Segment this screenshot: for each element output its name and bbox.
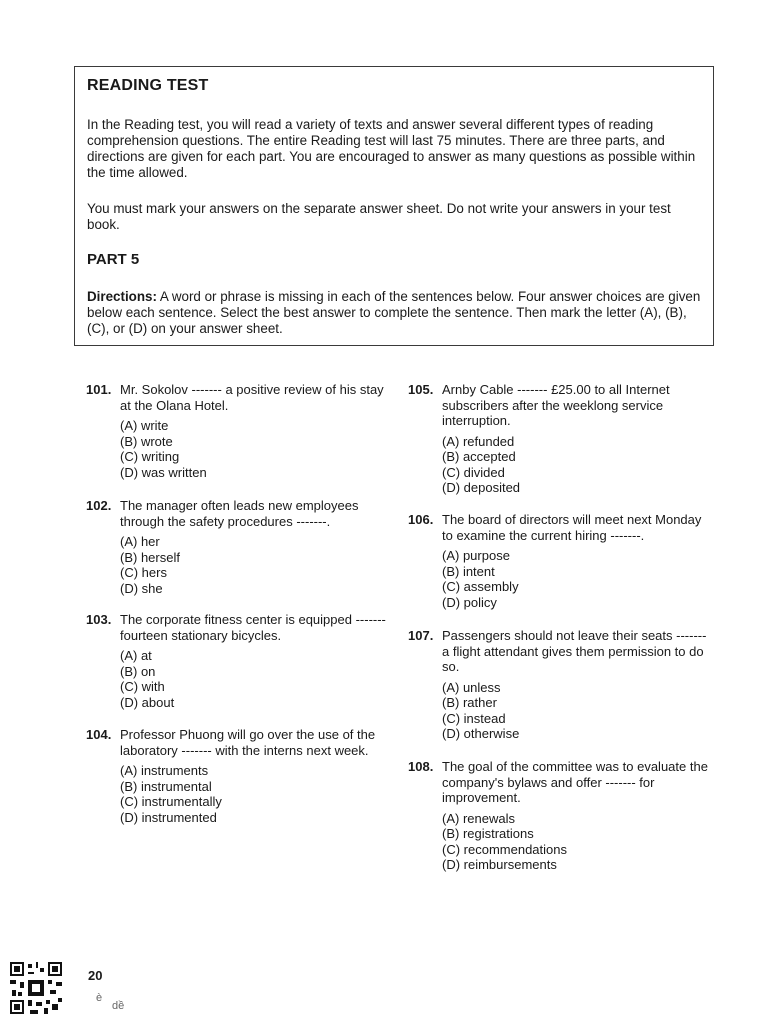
option-d[interactable]: (D) otherwise [442,726,520,741]
option-d[interactable]: (D) deposited [442,480,521,495]
option-c[interactable]: (C) with [120,679,165,694]
answer-options [120,418,386,480]
question-stem: The manager often leads new employees through the safety procedures -------. [120,498,359,529]
option-c[interactable]: (C) divided [442,464,505,480]
option-c[interactable]: (C) recommendations [442,841,567,857]
question-104 [86,727,386,825]
question-stem: Mr. Sokolov ------- a positive review of his stay at the Olana Hotel. [120,382,384,413]
stray-mark: è [96,992,103,1004]
question-105 [408,382,708,496]
option-b[interactable]: (B) rather [442,695,497,710]
directions [87,289,705,337]
question-stem: The corporate fitness center is equipped ------- fourteen stationary bicycles. [120,612,386,643]
answer-options [442,548,708,610]
instructions-box [74,66,714,346]
answer-options [120,763,386,825]
directions-text: A word or phrase is missing in each of the sentences below. Four answer choices are given below each sentence. Select the best answer to complete the sentence. Then mark the letter (A), (B), (C), or (D) on your answer sheet. [87,289,701,336]
stray-mark: dề [112,1000,125,1012]
option-b[interactable]: (B) registrations [442,826,534,841]
question-stem: Arnby Cable ------- £25.00 to all Internet subscribers after the weeklong service interruption. [442,382,670,428]
qr-code-icon [8,960,64,1016]
question-106 [408,512,708,610]
question-101 [86,382,386,480]
option-a[interactable]: (A) refunded [442,433,515,449]
question-number: 102. [86,498,112,513]
answer-options [120,534,386,596]
question-stem: The goal of the committee was to evaluate the company's bylaws and offer ------- for improvement. [442,759,708,805]
question-number: 101. [86,382,112,397]
question-number: 107. [408,628,434,643]
option-a[interactable]: (A) her [120,534,160,549]
answer-sheet-note: You must mark your answers on the separate answer sheet. Do not write your answers in your test book. [87,201,671,232]
intro-paragraph: In the Reading test, you will read a variety of texts and answer several different types of reading comprehension questions. The entire Reading test will last 75 minutes. There are three parts, and directions are given for each part. You are encouraged to answer as many questions as possible within the time allowed. [87,117,696,180]
section-title: READING TEST [87,77,209,94]
answer-options [442,680,708,742]
question-number: 103. [86,612,112,627]
option-a[interactable]: (A) write [120,418,169,433]
option-b[interactable]: (B) accepted [442,449,516,464]
answer-options [442,434,708,496]
option-b[interactable]: (B) on [120,663,156,679]
question-stem: Passengers should not leave their seats ------- a flight attendant gives them permission to do so. [442,628,707,674]
option-b[interactable]: (B) intent [442,563,495,579]
question-103 [86,612,386,710]
option-a[interactable]: (A) instruments [120,763,209,778]
option-c[interactable]: (C) hers [120,565,167,580]
option-d[interactable]: (D) instrumented [120,809,217,825]
part-title: PART 5 [87,251,140,268]
question-107 [408,628,708,742]
option-d[interactable]: (D) about [120,694,175,710]
question-108 [408,759,708,873]
option-c[interactable]: (C) instead [442,710,506,726]
question-stem: The board of directors will meet next Monday to examine the current hiring -------. [442,512,702,543]
option-d[interactable]: (D) policy [442,594,497,610]
option-c[interactable]: (C) assembly [442,579,519,594]
question-number: 106. [408,512,434,527]
answer-options [120,648,386,710]
option-c[interactable]: (C) writing [120,449,180,464]
option-b[interactable]: (B) wrote [120,433,173,449]
option-b[interactable]: (B) herself [120,549,180,565]
answer-options [442,811,708,873]
option-a[interactable]: (A) purpose [442,548,510,563]
directions-label: Directions: [87,289,157,304]
question-number: 105. [408,382,434,397]
option-a[interactable]: (A) at [120,648,152,663]
option-c[interactable]: (C) instrumentally [120,794,222,809]
question-stem: Professor Phuong will go over the use of the laboratory ------- with the interns next week. [120,727,376,758]
question-102 [86,498,386,596]
option-d[interactable]: (D) she [120,580,163,596]
page-number: 20 [88,968,103,983]
option-d[interactable]: (D) was written [120,464,207,480]
option-d[interactable]: (D) reimbursements [442,857,557,872]
option-b[interactable]: (B) instrumental [120,778,212,794]
question-number: 108. [408,759,434,774]
option-a[interactable]: (A) unless [442,679,501,695]
question-number: 104. [86,727,112,742]
option-a[interactable]: (A) renewals [442,810,515,826]
